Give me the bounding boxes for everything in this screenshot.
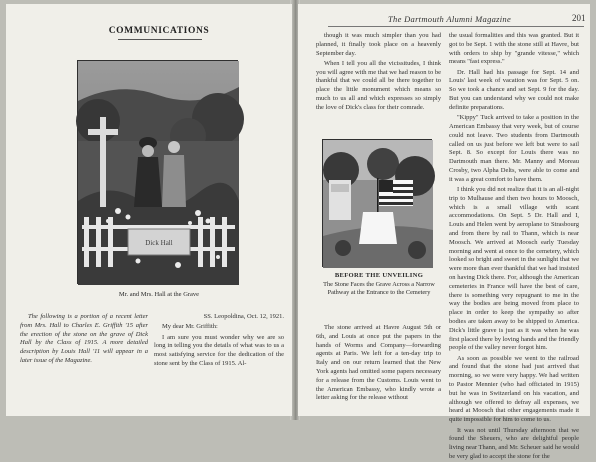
running-header: The Dartmouth Alumni Magazine	[388, 14, 512, 24]
unveiling-photo-image	[323, 140, 433, 268]
letter-date: SS. Leopoldina, Oct. 12, 1921.	[203, 313, 284, 320]
paragraph: I think you did not realize that it is an all-night trip to Mulhause and then two hours to Moosch, which is a small village with scant accommodations. On Sept. 5 Dr. Hall and I, Louis and Helen went by aeroplane to Strasbourg and from there by rail to Thann, which is near Moosch. We arrived at Moosch early Tuesday morning and went at once to the cemetery, which looked so bright and sweet in the sunlight that we were more than ever thankful that we had insisted on having Dick there. For, although the American cemeteries in France will have the best of care, there is something very repugnant to me in the way the bodies are being moved from place to place in order to keep the sympathy so after bodies are taken away to be shipped to America. Dick's little grave is just as it was when he was first placed there by loving hands and the friendly people of the valley never forgot him.	[449, 186, 579, 352]
right-page	[298, 4, 590, 460]
paragraph: The stone arrived at Havre August 5th or 6th, and Louis at once put the papers in the hands of Worms and Company—forwarding agents at Paris. We left for a ten-day trip to Italy and on our return learned that the New York agents had omitted some papers necessary for a release from the Customs. Louis went to the American Embassy, who kindly wrote a letter asking for the release without	[316, 324, 441, 402]
letter-body: I am sure you must wonder why we are so long in telling you the details of what was to us a most satisfying service for the dedication of the stone sent by the Class of 1915. Al-	[154, 333, 284, 367]
left-text-column-1	[20, 313, 148, 413]
paragraph: "Kippy" Tuck arrived to take a position in the American Embassy that very week, but of course could not leave. Two students from Dartmouth called on us just before we left but were to sail Sept. 8. So except for Louis there was no Dartmouth man there. Mr. Manny and Moreau Crosby, two Alpha Delts, were able to come and it was a great comfort to have them.	[449, 114, 579, 183]
section-title: COMMUNICATIONS	[108, 26, 210, 36]
unveiling-photo	[322, 139, 432, 267]
right-text-column-2	[449, 32, 579, 460]
paragraph: the usual formalities and this was granted. But it got to be Sept. 1 with the stone still at Havre, but with orders to ship by "grande vitesse," which means "fast express."	[449, 32, 579, 66]
section-rule	[118, 39, 202, 40]
flag-icon	[379, 180, 413, 206]
letter-salutation: My dear Mr. Griffith:	[162, 323, 218, 331]
unveiling-caption-title: BEFORE THE UNVEILING	[334, 272, 424, 279]
right-text-column-1-bottom	[316, 324, 441, 414]
left-text-column-2	[154, 313, 284, 413]
paragraph: Dr. Hall had his passage for Sept. 14 and Louis' last week of vacation was for Sept. 5 on. So we took a chance and set Sept. 9 for the day. But you can understand why we could not make definite preparations.	[449, 68, 579, 111]
unveiling-caption-text: The Stone Faces the Grave Across a Narrow Pathway at the Entrance to the Cemetery	[323, 281, 435, 296]
intro-note: The following is a portion of a recent letter from Mrs. Hall to Charles E. Griffith '15 after the erection of the stone on the grave of Dick Hall by the Class of 1915. A more detailed description by Louis Hall '11 will appear in a later issue of the Magazine.	[20, 313, 148, 364]
paragraph: When I tell you all the vicissitudes, I think you will agree with me that we had reason to be thankful that we could all be there together to place the little monument which means so much to us all and which expresses so simply the love of Dick's class for their comrade.	[316, 59, 441, 111]
right-text-column-1-top	[316, 32, 441, 132]
header-rule	[328, 26, 584, 27]
grave-photo-image	[78, 61, 239, 285]
page-number: 201	[572, 13, 586, 23]
left-page	[6, 4, 292, 416]
grave-sign-text: Dick Hall	[145, 239, 173, 247]
grave-photo	[77, 60, 238, 284]
paragraph: though it was much simpler than you had planned, it finally took place on a heavenly September day.	[316, 32, 441, 57]
grave-photo-caption: Mr. and Mrs. Hall at the Grave	[118, 291, 200, 298]
paragraph: It was not until Thursday afternoon that we found the Sheuers, who are delightful people living near Thann, and Mr. Scheuer said he would be very glad to accept the stone for the	[449, 426, 579, 460]
unveiling-caption	[314, 272, 444, 297]
paragraph: As soon as possible we went to the railroad and found that the stone had just arrived that morning, so we were very happy. We had written to Pastor Mennier (who had officiated in 1915) but he was in Switzerland on his vacation, and although we offered to defray all expenses, we heard at Moosch that other engagements made it quite impossible for him to come to us.	[449, 354, 579, 424]
